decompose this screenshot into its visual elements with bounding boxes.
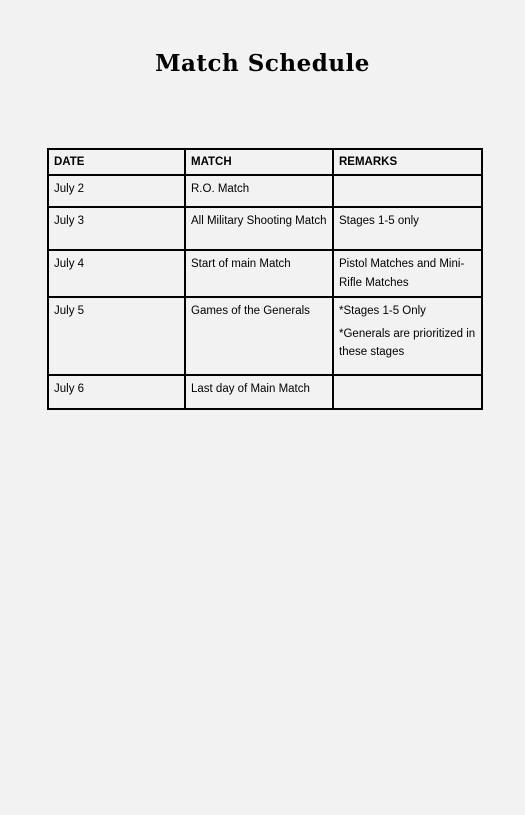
- cell-remarks: [333, 207, 482, 250]
- header-match: MATCH: [185, 149, 333, 175]
- cell-match: Last day of Main Match: [185, 375, 333, 409]
- table-row: [48, 375, 482, 409]
- remark-text: Pistol Matches and Mini-Rifle Matches: [339, 258, 465, 289]
- cell-remarks: [333, 175, 482, 207]
- table-row: [48, 175, 482, 207]
- cell-date: July 4: [48, 250, 185, 297]
- table-header-row: [48, 149, 482, 175]
- table-row: [48, 297, 482, 375]
- remark-text: Stages 1-5 only: [339, 215, 419, 228]
- header-remarks: REMARKS: [333, 149, 482, 175]
- cell-date: July 6: [48, 375, 185, 409]
- cell-date: July 2: [48, 175, 185, 207]
- cell-match: All Military Shooting Match: [185, 207, 333, 250]
- schedule-table: [47, 148, 483, 410]
- cell-match: R.O. Match: [185, 175, 333, 207]
- cell-match: Games of the Generals: [185, 297, 333, 375]
- cell-remarks: [333, 375, 482, 409]
- header-date: DATE: [48, 149, 185, 175]
- table-row: [48, 250, 482, 297]
- table-row: [48, 207, 482, 250]
- page-title: Match Schedule: [155, 50, 370, 77]
- cell-match: Start of main Match: [185, 250, 333, 297]
- cell-date: July 3: [48, 207, 185, 250]
- cell-remarks: [333, 297, 482, 375]
- remark-text: *Generals are prioritized in these stages: [339, 327, 476, 358]
- cell-remarks: [333, 250, 482, 297]
- cell-date: July 5: [48, 297, 185, 375]
- remark-text: *Stages 1-5 Only: [339, 305, 426, 318]
